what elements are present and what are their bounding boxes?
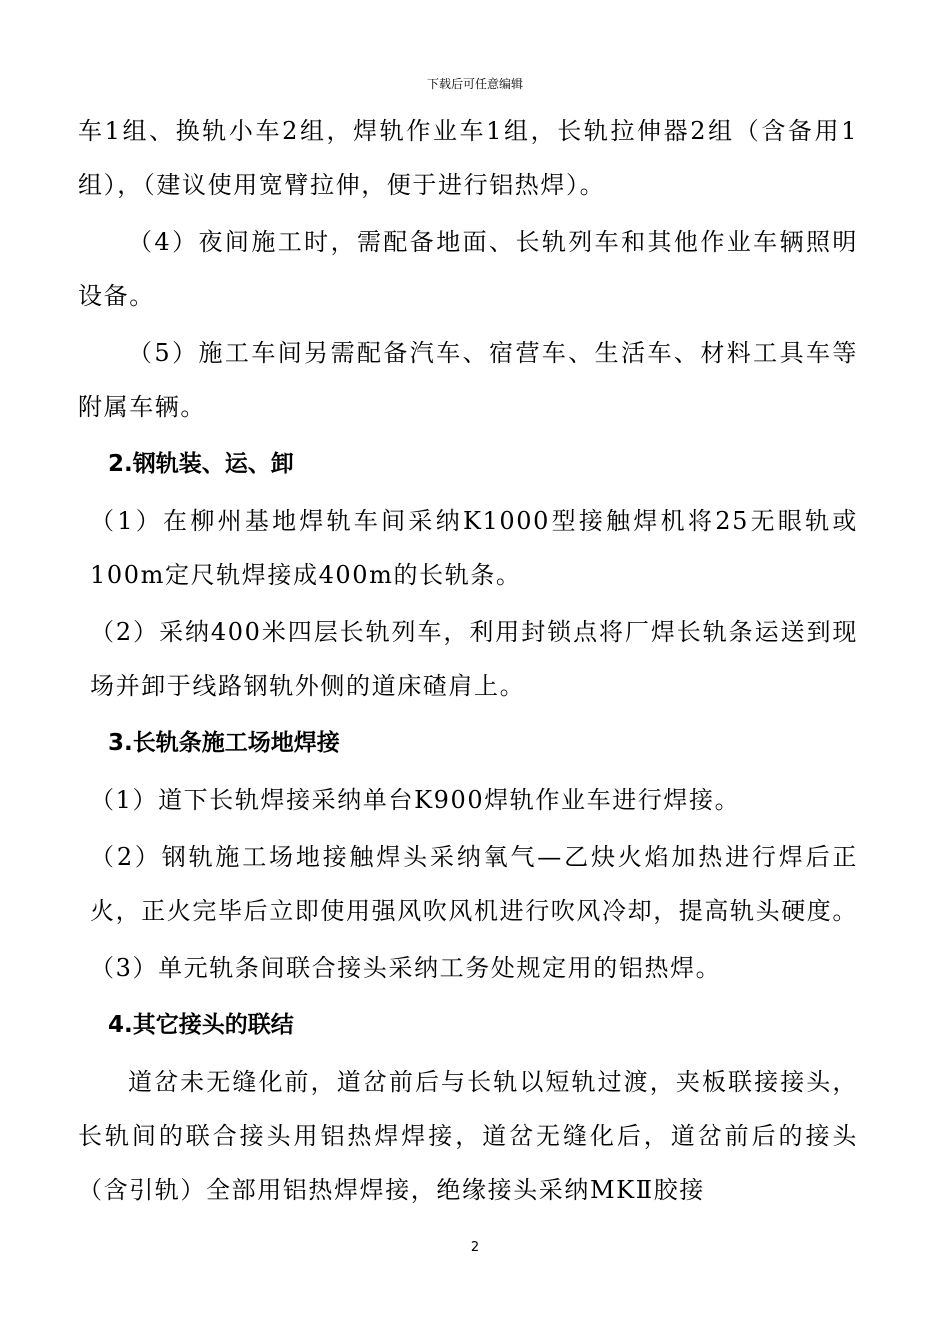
paragraph: （1）道下长轨焊接采纳单台K900焊轨作业车进行焊接。 [90,786,741,814]
page-number: 2 [470,1240,480,1255]
paragraph: （2）钢轨施工场地接触焊头采纳氧气—乙炔火焰加热进行焊后正火，正火完毕后立即使用强风吹风机进行吹风冷却，提高轨头硬度。 [90,843,858,925]
paragraph: 道岔未无缝化前，道岔前后与长轨以短轨过渡，夹板联接接头，长轨间的联合接头用铝热焊焊接，道岔无缝化后，道岔前后的接头（含引轨）全部用铝热焊焊接，绝缘接头采纳MKⅡ胶接 [78,1068,858,1204]
section-heading: 3.长轨条施工场地焊接 [108,730,340,756]
section-heading: 2.钢轨装、运、卸 [108,451,294,477]
paragraph: 车1组、换轨小车2组，焊轨作业车1组，长轨拉伸器2组（含备用1组），（建议使用宽臂拉伸，便于进行铝热焊）。 [78,117,858,199]
document-body [78,104,858,1220]
paragraph: （2）采纳400米四层长轨列车，利用封锁点将厂焊长轨条运送到现场并卸于线路钢轨外侧的道床碴肩上。 [90,618,858,700]
paragraph: （4）夜间施工时，需配备地面、长轨列车和其他作业车辆照明设备。 [78,228,858,310]
paragraph: （5）施工车间另需配备汽车、宿营车、生活车、材料工具车等附属车辆。 [78,339,858,421]
paragraph: （3）单元轨条间联合接头采纳工务处规定用的铝热焊。 [90,954,722,982]
page-header: 下载后可任意编辑 [426,77,523,91]
paragraph: （1）在柳州基地焊轨车间采纳K1000型接触焊机将25无眼轨或100m定尺轨焊接成400m的长轨条。 [90,507,858,589]
section-heading: 4.其它接头的联结 [108,1012,294,1038]
